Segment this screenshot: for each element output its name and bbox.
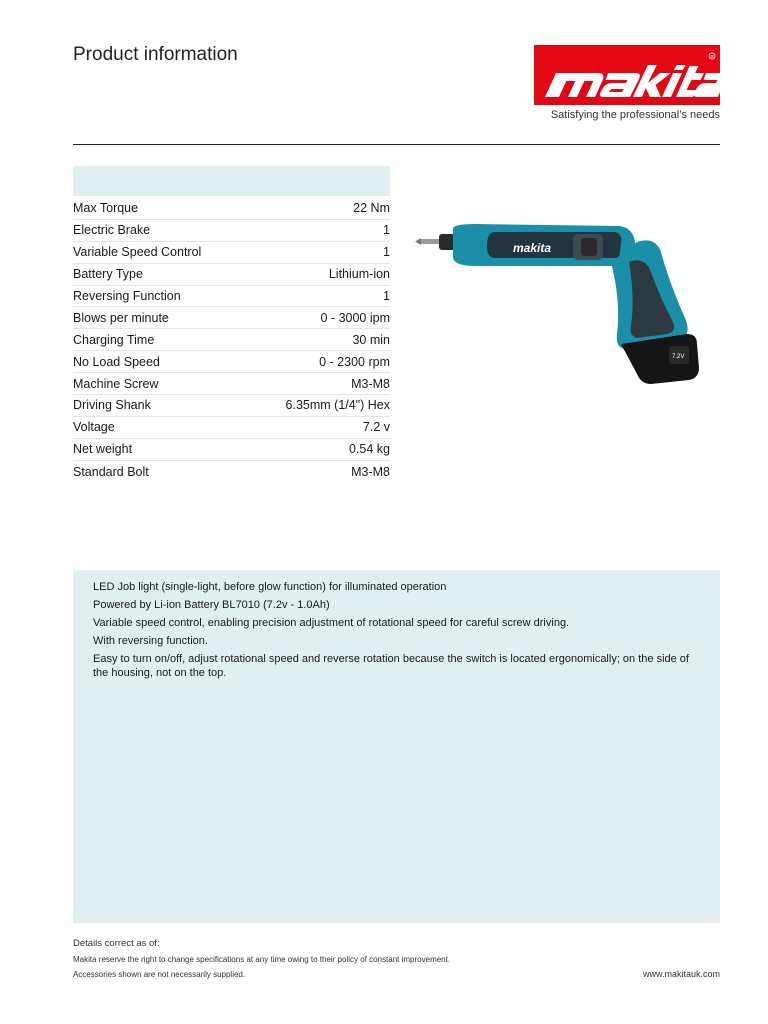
spec-label: Driving Shank <box>73 398 151 413</box>
header-divider <box>73 144 720 145</box>
svg-text:7.2V: 7.2V <box>672 354 685 360</box>
spec-row <box>73 329 390 351</box>
features-panel <box>73 570 720 923</box>
spec-row <box>73 264 390 286</box>
footer-disclaimer: Makita reserve the right to change specifications at any time owing to their policy of constant improvement. <box>73 955 451 964</box>
spec-row <box>73 417 390 439</box>
spec-row <box>73 373 390 395</box>
spec-value: 30 min <box>352 332 390 347</box>
spec-label: No Load Speed <box>73 354 160 369</box>
feature-item: Powered by Li-ion Battery BL7010 (7.2v - 1.0Ah) <box>93 599 330 611</box>
spec-label: Standard Bolt <box>73 464 149 479</box>
spec-value: 1 <box>383 245 390 260</box>
svg-text:R: R <box>710 54 714 59</box>
tagline: Satisfying the professional’s needs <box>550 109 720 121</box>
website-link[interactable]: www.makitauk.com <box>642 969 720 979</box>
spec-row <box>73 395 390 417</box>
spec-value: M3-M8 <box>351 464 390 479</box>
feature-item: LED Job light (single-light, before glow function) for illuminated operation <box>93 581 447 593</box>
spec-label: Voltage <box>73 420 115 435</box>
feature-item: Easy to turn on/off, adjust rotational speed and reverse rotation because the switch is located ergonomically; on the side of the housing, not on the top. <box>93 653 689 679</box>
feature-item: With reversing function. <box>93 635 208 647</box>
spec-row <box>73 220 390 242</box>
spec-table <box>73 198 390 483</box>
spec-row <box>73 286 390 308</box>
footer-details: Details correct as of: <box>73 938 160 949</box>
spec-value: 1 <box>383 289 390 303</box>
spec-label: Variable Speed Control <box>73 245 202 260</box>
spec-value: 0.54 kg <box>348 442 390 457</box>
makita-logo <box>534 45 720 121</box>
spec-label: Electric Brake <box>73 223 151 238</box>
spec-table-header <box>73 166 390 196</box>
spec-value: 22 Nm <box>353 201 390 216</box>
footer-accessories: Accessories shown are not necessarily supplied. <box>73 970 246 979</box>
spec-row <box>73 198 390 220</box>
spec-label: Reversing Function <box>73 289 181 303</box>
makita-wordmark <box>534 45 720 105</box>
spec-label: Blows per minute <box>73 310 169 325</box>
spec-label: Battery Type <box>73 267 143 282</box>
spec-row <box>73 461 390 483</box>
page-title: Product information <box>73 44 238 65</box>
screwdriver-bit <box>421 239 441 244</box>
spec-row <box>73 307 390 329</box>
spec-value: 6.35mm (1/4") Hex <box>285 398 390 413</box>
spec-value: 1 <box>383 223 390 238</box>
spec-value: 0 - 2300 rpm <box>319 354 390 369</box>
cordless-screwdriver-image <box>415 222 705 387</box>
spec-row <box>73 351 390 373</box>
spec-label: Max Torque <box>73 201 139 216</box>
spec-value: M3-M8 <box>351 376 390 391</box>
spec-row <box>73 242 390 264</box>
logo-box <box>534 45 720 105</box>
svg-text:makita: makita <box>513 241 552 255</box>
spec-label: Charging Time <box>73 332 155 347</box>
spec-value: 0 - 3000 ipm <box>320 310 390 325</box>
spec-value: Lithium-ion <box>328 267 390 282</box>
spec-value: 7.2 v <box>362 420 390 435</box>
feature-item: Variable speed control, enabling precision adjustment of rotational speed for careful screw driving. <box>93 617 570 629</box>
spec-row <box>73 439 390 461</box>
spec-label: Machine Screw <box>73 376 159 391</box>
spec-label: Net weight <box>73 442 133 457</box>
